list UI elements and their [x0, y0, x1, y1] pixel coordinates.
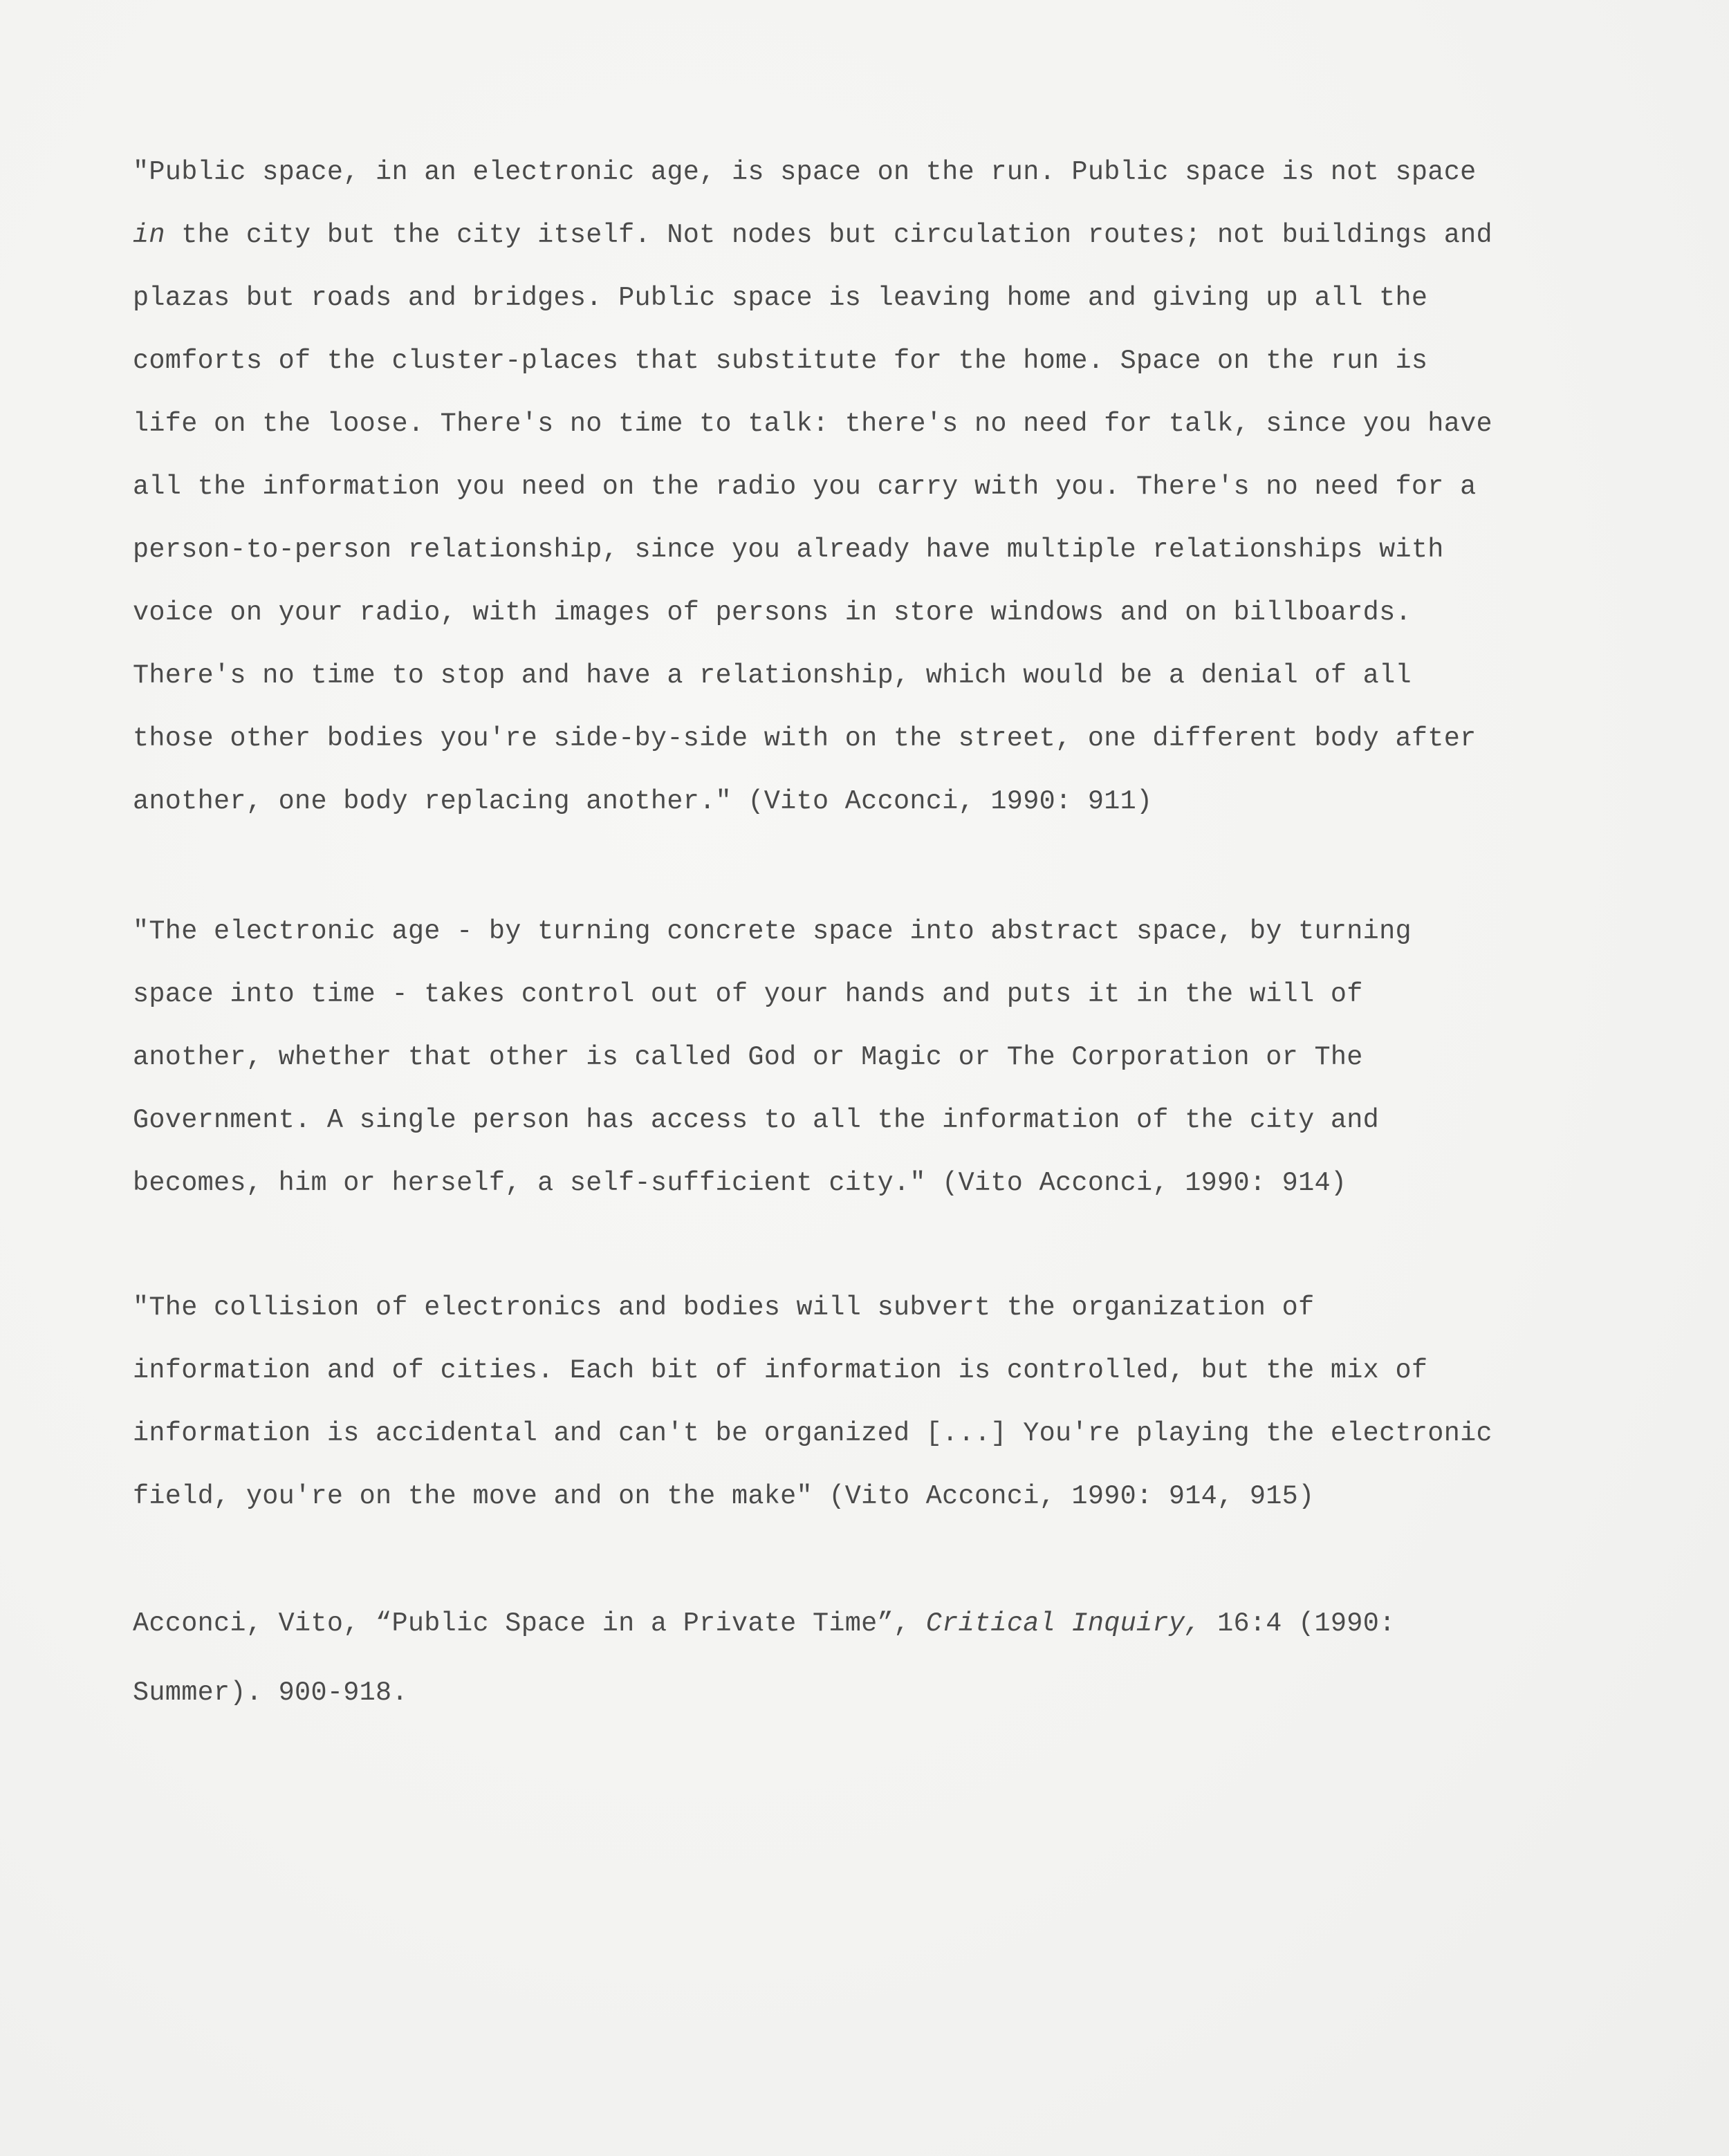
text-line: comforts of the cluster-places that substitute for the home. Space on the run is: [133, 346, 1428, 376]
reference-line: [133, 1589, 1627, 1658]
text-line: voice on your radio, with images of persons in store windows and on billboards.: [133, 597, 1412, 628]
text-segment: the city but the city itself. Not nodes but circulation routes; not buildings and: [165, 220, 1492, 250]
text-line: another, one body replacing another." (Vito Acconci, 1990: 911): [133, 786, 1153, 817]
text-line: person-to-person relationship, since you already have multiple relationships with: [133, 535, 1444, 565]
text-line: "Public space, in an electronic age, is space on the run. Public space is not space: [133, 157, 1477, 187]
text-line: another, whether that other is called God or Magic or The Corporation or The: [133, 1042, 1363, 1072]
italic-word: in: [133, 220, 165, 250]
quote-block-public-space: [133, 141, 1627, 833]
text-line: Government. A single person has access to all the information of the city and: [133, 1105, 1380, 1135]
text-line: field, you're on the move and on the make" (Vito Acconci, 1990: 914, 915): [133, 1481, 1315, 1512]
text-line: space into time - takes control out of your hands and puts it in the will of: [133, 979, 1363, 1010]
text-line: those other bodies you're side-by-side with on the street, one different body after: [133, 723, 1477, 754]
reference-author-title: Acconci, Vito, “Public Space in a Private Time”,: [133, 1608, 926, 1639]
text-line: all the information you need on the radio you carry with you. There's no need for a: [133, 472, 1477, 502]
text-line: life on the loose. There's no time to talk: there's no need for talk, since you have: [133, 409, 1492, 439]
reference-line: Summer). 900-918.: [133, 1678, 408, 1708]
text-line: plazas but roads and bridges. Public space is leaving home and giving up all the: [133, 283, 1428, 313]
quote-block-electronic-age: [133, 900, 1627, 1215]
text-line: There's no time to stop and have a relationship, which would be a denial of all: [133, 660, 1412, 691]
quote-block-collision: [133, 1276, 1627, 1528]
reference-journal: Critical Inquiry,: [925, 1608, 1201, 1639]
text-line: becomes, him or herself, a self-sufficient city." (Vito Acconci, 1990: 914): [133, 1168, 1347, 1198]
text-line: [133, 204, 1627, 267]
bibliographic-reference: [133, 1589, 1627, 1727]
text-line: information and of cities. Each bit of information is controlled, but the mix of: [133, 1355, 1428, 1386]
text-line: "The electronic age - by turning concrete space into abstract space, by turning: [133, 916, 1412, 947]
text-line: "The collision of electronics and bodies will subvert the organization of: [133, 1292, 1315, 1323]
text-line: information is accidental and can't be organized [...] You're playing the electronic: [133, 1418, 1492, 1449]
reference-volume: 16:4 (1990:: [1201, 1608, 1396, 1639]
